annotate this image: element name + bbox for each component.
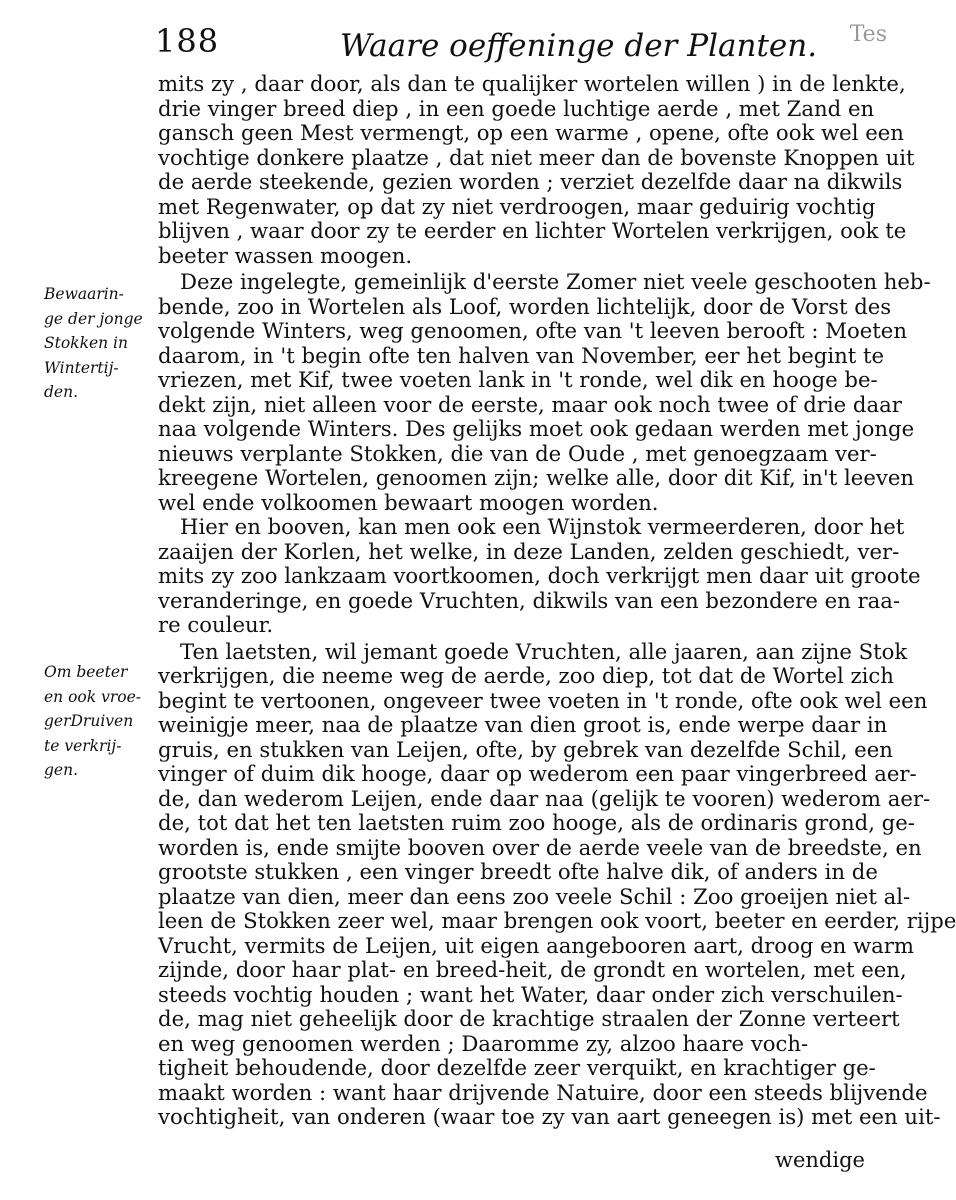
text-line: gansch geen Mest vermengt, op een warme , opene, ofte ook wel een bbox=[158, 120, 904, 145]
margin-note-line: gen. bbox=[44, 761, 79, 779]
text-line: maakt worden : want haar drijvende Natuire, door een steeds blijvende bbox=[158, 1079, 928, 1105]
margin-note-line: gerDruiven bbox=[44, 712, 134, 730]
text-line: beeter wassen moogen. bbox=[158, 242, 413, 268]
margin-note-line: Bewaarin- bbox=[44, 285, 124, 303]
margin-note-wintering bbox=[44, 282, 154, 405]
text-line: de aerde steekende, gezien worden ; verziet dezelfde daar na dikwils bbox=[158, 169, 903, 194]
text-line: leen de Stokken zeer wel, maar brengen ook voort, beeter en eerder, rijpe bbox=[158, 908, 956, 933]
paragraph-start-line: Deze ingelegte, gemeinlijk d'eerste Zomer niet veele geschooten heb- bbox=[180, 269, 931, 294]
paragraph-start-line: Ten laetsten, wil jemant goede Vruchten, alle jaaren, aan zijne Stok bbox=[180, 638, 908, 664]
page-number: 188 bbox=[155, 22, 220, 60]
text-line: volgende Winters, weg genoomen, ofte van 't leeven berooft : Moeten bbox=[158, 318, 907, 343]
text-line: begint te vertoonen, ongeveer twee voeten in 't ronde, ofte ook wel een bbox=[158, 687, 928, 713]
page-header bbox=[0, 22, 891, 72]
margin-note-line: Om beeter bbox=[44, 663, 128, 681]
text-line: plaatze van dien, meer dan eens zoo veele Schil : Zoo groeijen niet al- bbox=[158, 883, 911, 909]
text-line: met Regenwater, op dat zy niet verdroogen, maar geduirig vochtig bbox=[158, 193, 876, 219]
paragraph-start-line: Hier en booven, kan men ook een Wijnstok vermeerderen, door het bbox=[180, 514, 905, 539]
text-line: vriezen, met Kif, twee voeten lank in 't ronde, wel dik en hooge be- bbox=[158, 367, 878, 392]
text-line: naa volgende Winters. Des gelijks moet ook gedaan werden met jonge bbox=[158, 416, 915, 441]
margin-note-line: en ook vroe- bbox=[44, 687, 141, 706]
text-line: worden is, ende smijte booven over de aerde veele van de breedste, en bbox=[158, 834, 922, 860]
running-title: Waare oeffeninge der Planten. bbox=[340, 28, 818, 64]
margin-note-better-grapes bbox=[44, 660, 154, 783]
margin-note-line: den. bbox=[44, 383, 79, 401]
margin-note-line: Wintertij- bbox=[44, 358, 119, 377]
text-line: zaaijen der Korlen, het welke, in deze Landen, zelden geschiedt, ver- bbox=[158, 538, 900, 564]
text-line: vochtige donkere plaatze , dat niet meer dan de bovenste Knoppen uit bbox=[158, 144, 915, 170]
text-line: verkrijgen, die neeme weg de aerde, zoo diep, tot dat de Wortel zich bbox=[158, 663, 894, 688]
bleed-through-text: Tes bbox=[849, 22, 887, 47]
text-line: grootste stukken , een vinger breedt ofte halve dik, of anders in de bbox=[158, 859, 878, 884]
text-line: steeds vochtig houden ; want het Water, daar onder zich verschuilen- bbox=[158, 981, 903, 1007]
text-line: bende, zoo in Wortelen als Loof, worden lichtelijk, door de Vorst des bbox=[158, 293, 892, 319]
text-line: de, tot dat het ten laetsten ruim zoo hooge, als de ordinaris grond, ge- bbox=[158, 810, 915, 835]
text-line: drie vinger breed diep , in een goede luchtige aerde , met Zand en bbox=[158, 95, 875, 121]
catchword: wendige bbox=[775, 1148, 865, 1172]
text-line: de, dan wederom Leijen, ende daar naa (gelijk te vooren) wederom aer- bbox=[158, 785, 931, 811]
text-line: vochtigheit, van onderen (waar toe zy van aart geneegen is) met een uit- bbox=[158, 1104, 941, 1129]
text-line: en weg genoomen werden ; Daaromme zy, alzoo haare voch- bbox=[158, 1030, 809, 1056]
text-line: gruis, en stukken van Leijen, ofte, by gebrek van dezelfde Schil, een bbox=[158, 736, 893, 762]
text-line: re couleur. bbox=[158, 612, 274, 637]
text-line: kreegene Wortelen, genoomen zijn; welke alle, door dit Kif, in't leeven bbox=[158, 465, 915, 490]
text-line: Vrucht, vermits de Leijen, uit eigen aangebooren aart, droog en warm bbox=[158, 932, 915, 958]
text-line: nieuws verplante Stokken, die van de Oude , met genoegzaam ver- bbox=[158, 440, 877, 466]
margin-note-line: Stokken in bbox=[44, 334, 128, 352]
text-line: mits zy , daar door, als dan te qualijker wortelen willen ) in de lenkte, bbox=[158, 71, 906, 96]
text-line: tigheit behoudende, door dezelfde zeer verquikt, en krachtiger ge- bbox=[158, 1055, 876, 1080]
text-line: daarom, in 't begin ofte ten halven van November, eer het begint te bbox=[158, 342, 885, 368]
margin-note-line: ge der jonge bbox=[44, 309, 143, 328]
text-line: veranderinge, en goede Vruchten, dikwils van een bezondere en raa- bbox=[158, 587, 901, 613]
text-line: dekt zijn, niet alleen voor de eerste, maar ook noch twee of drie daar bbox=[158, 391, 902, 417]
text-line: vinger of duim dik hooge, daar op wederom een paar vingerbreed aer- bbox=[158, 761, 917, 786]
margin-note-line: te verkrij- bbox=[44, 736, 122, 755]
text-line: weinigje meer, naa de plaatze van dien groot is, ende werpe daar in bbox=[158, 712, 888, 737]
text-line: zijnde, door haar plat- en breed-heit, de grondt en wortelen, met een, bbox=[158, 957, 907, 982]
body-text bbox=[158, 71, 956, 1130]
text-line: wel ende volkoomen bewaart moogen worden. bbox=[158, 489, 659, 515]
text-line: blijven , waar door zy te eerder en lichter Wortelen verkrijgen, ook te bbox=[158, 218, 907, 243]
text-line: mits zy zoo lankzaam voortkoomen, doch verkrijgt men daar uit groote bbox=[158, 563, 921, 588]
text-line: de, mag niet geheelijk door de krachtige straalen der Zonne verteert bbox=[158, 1006, 900, 1031]
